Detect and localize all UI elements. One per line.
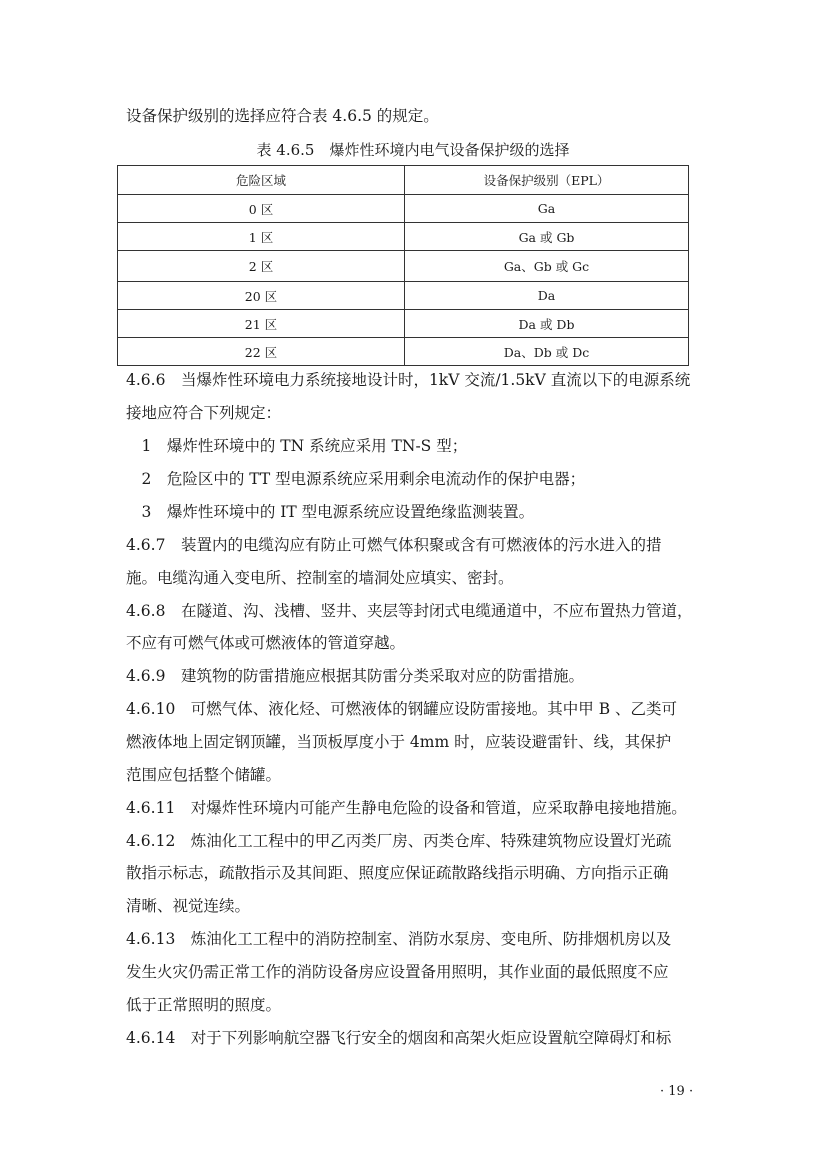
table-row: [118, 251, 689, 282]
list-item: 3 爆炸性环境中的 IT 型电源系统应设置绝缘监测装置。: [126, 503, 535, 521]
text-line: 范围应包括整个储罐。: [126, 766, 282, 784]
zone-cell: 2 区: [118, 251, 405, 282]
table-row: [118, 195, 689, 223]
text-line: 散指示标志，疏散指示及其间距、照度应保证疏散路线指示明确、方向指示正确: [126, 864, 669, 882]
text-line: 4.6.6 当爆炸性环境电力系统接地设计时，1kV 交流/1.5kV 直流以下的电源系统: [126, 371, 691, 389]
text-line: 4.6.10 可燃气体、液化烃、可燃液体的钢罐应设防雷接地。其中甲 B 、乙类可: [126, 700, 678, 718]
page-number: · 19 ·: [660, 1084, 694, 1099]
table-row: [118, 223, 689, 251]
text-line: 接地应符合下列规定：: [126, 404, 282, 422]
zone-cell: 22 区: [118, 338, 405, 366]
text-line: 4.6.11 对爆炸性环境内可能产生静电危险的设备和管道，应采取静电接地措施。: [126, 799, 687, 817]
list-item: 2 危险区中的 TT 型电源系统应采用剩余电流动作的保护电器；: [126, 470, 586, 488]
zone-cell: 1 区: [118, 223, 405, 251]
table-header-row: [118, 166, 689, 195]
intro-text: 设备保护级别的选择应符合表 4.6.5 的规定。: [126, 107, 439, 125]
epl-table: [117, 165, 689, 366]
list-item: 1 爆炸性环境中的 TN 系统应采用 TN-S 型；: [126, 437, 468, 455]
text-line: 燃液体地上固定钢顶罐，当顶板厚度小于 4mm 时，应装设避雷针、线，其保护: [126, 733, 672, 751]
epl-cell: Da: [405, 282, 689, 310]
text-line: 发生火灾仍需正常工作的消防设备房应设置备用照明，其作业面的最低照度不应: [126, 963, 669, 981]
zone-cell: 0 区: [118, 195, 405, 223]
text-line: 4.6.13 炼油化工工程中的消防控制室、消防水泵房、变电所、防排烟机房以及: [126, 930, 672, 948]
text-line: 4.6.9 建筑物的防雷措施应根据其防雷分类采取对应的防雷措施。: [126, 667, 584, 685]
table-caption: 表 4.6.5 爆炸性环境内电气设备保护级的选择: [256, 141, 570, 159]
epl-cell: Da 或 Db: [405, 310, 689, 338]
zone-cell: 20 区: [118, 282, 405, 310]
text-line: 4.6.7 装置内的电缆沟应有防止可燃气体积聚或含有可燃液体的污水进入的措: [126, 536, 662, 554]
table-row: [118, 338, 689, 366]
zone-cell: 21 区: [118, 310, 405, 338]
table-row: [118, 310, 689, 338]
header-epl: 设备保护级别（EPL）: [405, 166, 689, 195]
text-line: 4.6.14 对于下列影响航空器飞行安全的烟囱和高架火炬应设置航空障碍灯和标: [126, 1029, 672, 1047]
text-line: 清晰、视觉连续。: [126, 897, 251, 915]
header-hazard-zone: 危险区域: [118, 166, 405, 195]
epl-cell: Da、Db 或 Dc: [405, 338, 689, 366]
epl-cell: Ga: [405, 195, 689, 223]
epl-cell: Ga 或 Gb: [405, 223, 689, 251]
text-line: 不应有可燃气体或可燃液体的管道穿越。: [126, 634, 406, 652]
text-line: 施。电缆沟通入变电所、控制室的墙洞处应填实、密封。: [126, 569, 514, 587]
text-line: 4.6.12 炼油化工工程中的甲乙丙类厂房、丙类仓库、特殊建筑物应设置灯光疏: [126, 832, 672, 850]
epl-cell: Ga、Gb 或 Gc: [405, 251, 689, 282]
text-line: 低于正常照明的照度。: [126, 996, 282, 1014]
text-line: 4.6.8 在隧道、沟、浅槽、竖井、夹层等封闭式电缆通道中，不应布置热力管道，: [126, 602, 693, 620]
table-row: [118, 282, 689, 310]
